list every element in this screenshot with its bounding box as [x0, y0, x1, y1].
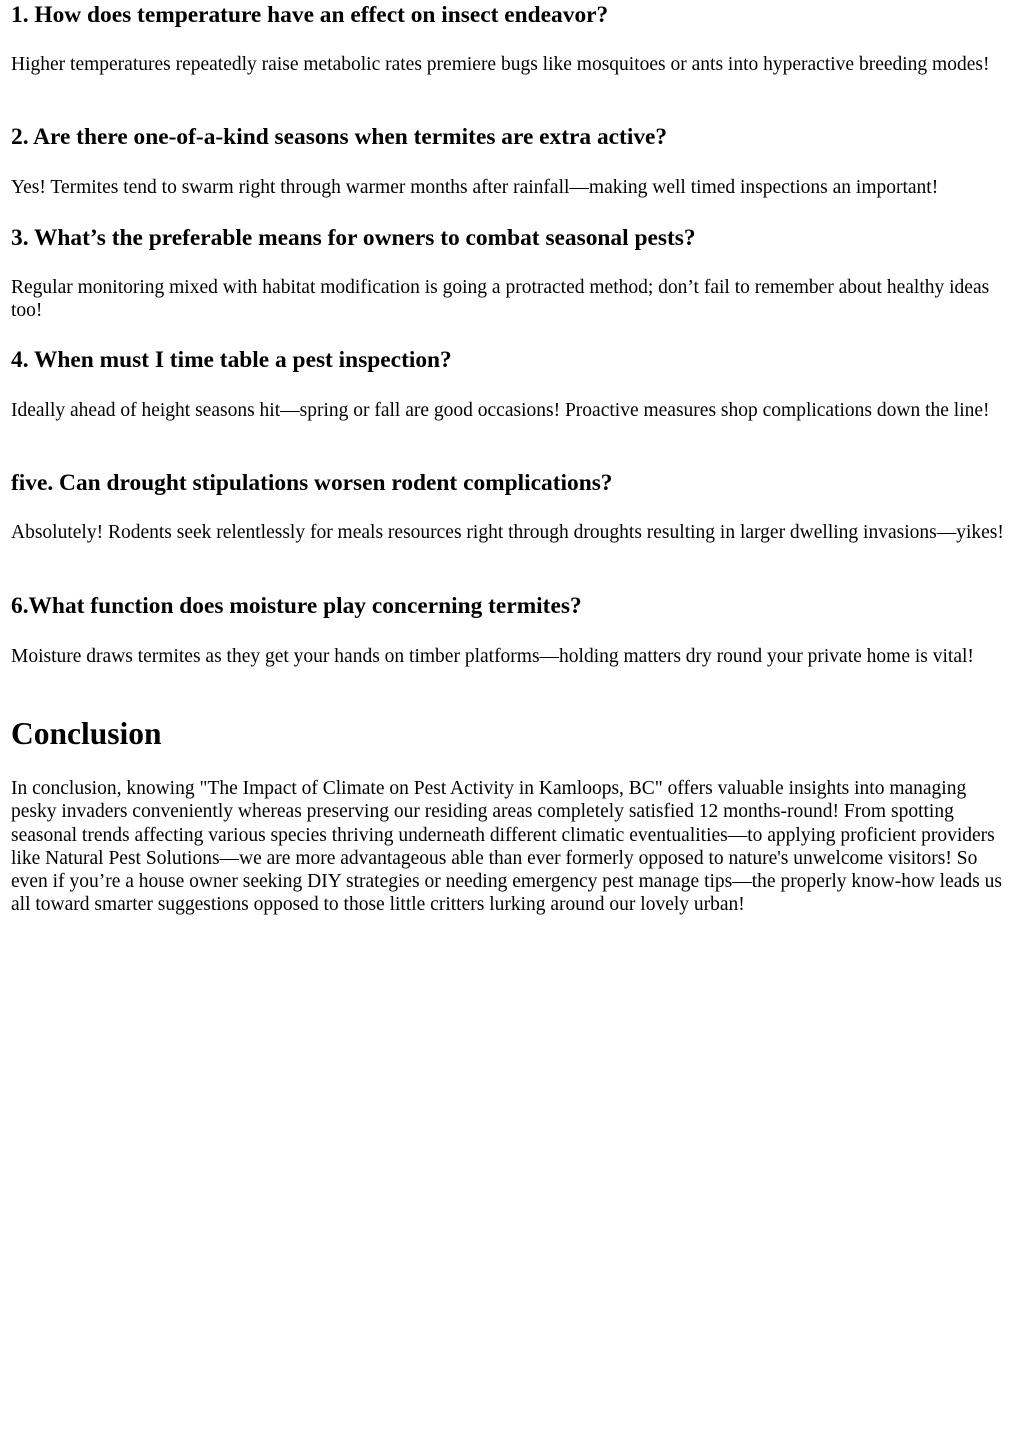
faq-question-1: 1. How does temperature have an effect on insect endeavor? [11, 2, 609, 28]
faq-answer-6: Moisture draws termites as they get your hands on timber platforms—holding matters dry round your private home is vital! [11, 646, 974, 667]
faq-answer-2: Yes! Termites tend to swarm right through warmer months after rainfall—making well timed inspections an important! [11, 177, 939, 198]
faq-answer-1: Higher temperatures repeatedly raise metabolic rates premiere bugs like mosquitoes or ants into hyperactive breeding modes! [11, 54, 990, 75]
faq-answer-3: Regular monitoring mixed with habitat modification is going a protracted method; don’t fail to remember about healthy ideas too! [11, 277, 990, 322]
conclusion-paragraph: In conclusion, knowing "The Impact of Climate on Pest Activity in Kamloops, BC" offers valuable insights into managing pesky invaders conveniently whereas preserving our residing areas completely satisfied 12 months-round! From spotting seasonal trends affecting various species thriving underneath different climatic eventualities—to applying proficient providers like Natural Pest Solutions—we are more advantageous able than ever formerly opposed to nature's unwelcome visitors! So even if you’re a house owner seeking DIY strategies or needing emergency pest manage tips—the properly know-how leads us all toward smarter suggestions opposed to those little critters lurking around our lovely urban! [11, 778, 1002, 916]
faq-question-3: 3. What’s the preferable means for owners to combat seasonal pests? [11, 225, 696, 251]
faq-question-2: 2. Are there one-of-a-kind seasons when termites are extra active? [11, 124, 668, 150]
faq-question-4: 4. When must I time table a pest inspection? [11, 347, 452, 373]
faq-answer-4: Ideally ahead of height seasons hit—spring or fall are good occasions! Proactive measures shop complications down the line! [11, 400, 990, 421]
faq-answer-5: Absolutely! Rodents seek relentlessly for meals resources right through droughts resulting in larger dwelling invasions—yikes! [11, 522, 1004, 543]
faq-question-5: five. Can drought stipulations worsen rodent complications? [11, 470, 613, 496]
conclusion-heading: Conclusion [11, 716, 162, 751]
faq-question-6: 6.What function does moisture play concerning termites? [11, 593, 582, 619]
